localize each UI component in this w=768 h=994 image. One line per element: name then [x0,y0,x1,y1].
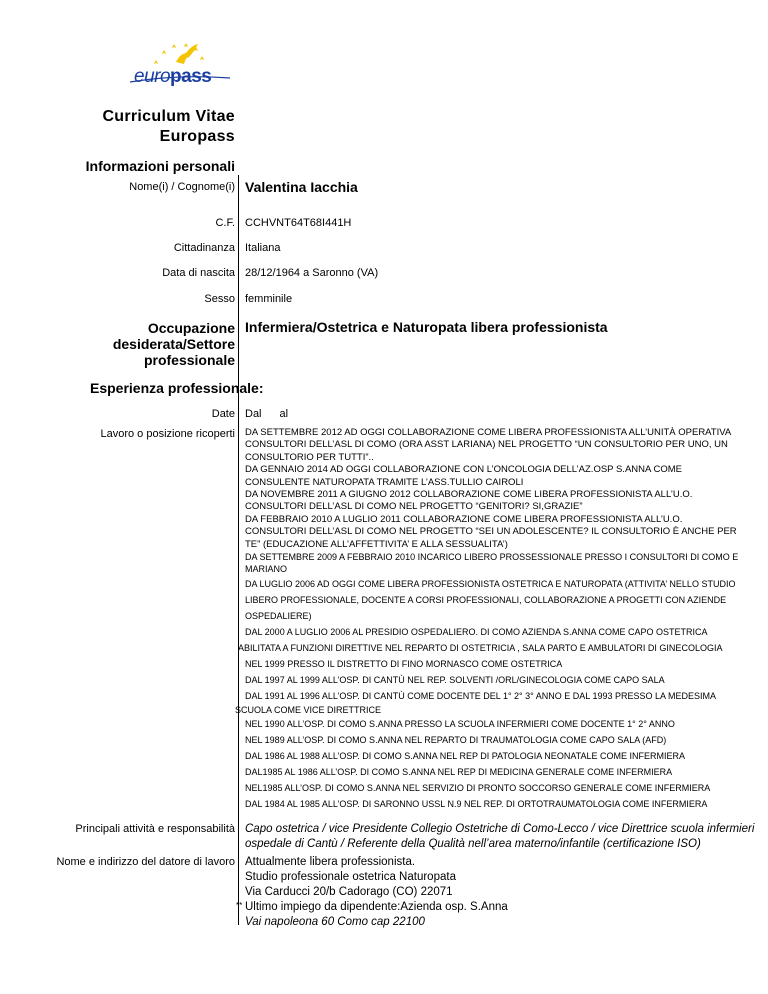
list-item: NEL1985 ALL’OSP. DI COMO S.ANNA NEL SERVIZIO DI PRONTO SOCCORSO GENERALE COME INFERMIERA [245,782,711,793]
column-divider [238,175,239,925]
list-item: DAL 1984 AL 1985 ALL’OSP. DI SARONNO USSL N.9 NEL REP. DI ORTOTRAUMATOLOGIA COME INFERMIERA [245,798,708,809]
list-item: DAL1985 AL 1986 ALL’OSP. DI COMO S.ANNA NEL REP DI MEDICINA GENERALE COME INFERMIERA [245,766,673,777]
job-label: Lavoro o posizione ricoperti [100,428,235,440]
cf-value: CCHVNT64T68I441H [245,217,352,229]
experience-list [235,427,745,812]
list-item: DAL 1986 AL 1988 ALL’OSP. DI COMO S.ANNA NEL REP DI PATOLOGIA NEONATALE COME INFERMIERA [245,750,685,761]
responsibilities-label: Principali attività e responsabilità [75,823,235,835]
list-item: SCUOLA COME VICE DIRETTRICE [235,704,382,715]
responsibilities-value: Capo ostetrica / vice Presidente Collegio Ostetriche di Como-Lecco / vice Direttrice scuola infermieri ospedale di Cantù / Referente della Qualità nell’area materno/infantile (certificazione ISO) [245,823,755,850]
list-item: DA FEBBRAIO 2010 A LUGLIO 2011 COLLABORAZIONE COME LIBERA PROFESSIONISTA ALL’U.O. CONSULTORI DELL’ASL DI COMO NEL PROGETTO “SEI UN ADOLESCENTE? IL CONSULTORIO È ANCHE PER TE” (EDUCAZIONE ALL’AFFETTIVITA’ E ALLA SESSUALITA’) [245,513,737,550]
sex-label: Sesso [204,293,235,305]
cittadinanza-value: Italiana [245,242,281,254]
list-item: DAL 1991 AL 1996 ALL’OSP. DI CANTÙ COME DOCENTE DEL 1° 2° 3° ANNO E DAL 1993 PRESSO LA MEDESIMA [245,690,716,701]
cv-title-line2: Europass [159,128,235,145]
name-label: Nome(i) / Cognome(i) [129,181,235,193]
birth-date-label: Data di nascita [162,267,235,279]
occupation-label: Occupazione desiderata/Settore professionale [112,320,235,368]
personal-info-heading: Informazioni personali [85,158,235,174]
list-item: DAL 2000 A LUGLIO 2006 AL PRESIDIO OSPEDALIERO. DI COMO AZIENDA S.ANNA COME CAPO OSTETRICA [245,626,708,637]
date-value: Dal al [245,408,289,420]
sex-value: femminile [245,293,293,305]
europass-logo [118,42,246,102]
experience-heading: Esperienza professionale: [90,380,264,396]
list-item: DAL 1997 AL 1999 ALL’OSP. DI CANTÙ NEL REP. SOLVENTI /ORL/GINECOLOGIA COME CAPO SALA [245,674,665,685]
name-value: Valentina Iacchia [245,179,358,195]
birth-date-value: 28/12/1964 a Saronno (VA) [245,267,379,279]
cittadinanza-label: Cittadinanza [173,242,235,254]
list-item: DA SETTEMBRE 2009 A FEBBRAIO 2010 INCARICO LIBERO PROSSESSIONALE PRESSO I CONSULTORI DI COMO E MARIANO [245,552,739,575]
list-item: ABILITATA A FUNZIONI DIRETTIVE NEL REPARTO DI OSTETRICIA , SALA PARTO E AMBULATORI DI GINECOLOGIA [238,642,723,653]
employer-value: Attualmente libera professionista. Studio professionale ostetrica Naturopata Via Carducci 20/b Cadorago (CO) 22071 ** Ultimo impiego da dipendente:Azienda osp. S.Anna Vai napoleona 60 Como cap 22100 [236,856,508,928]
list-item: NEL 1999 PRESSO IL DISTRETTO DI FINO MORNASCO COME OSTETRICA [245,658,563,669]
list-item: DA GENNAIO 2014 AD OGGI COLLABORAZIONE CON L’ONCOLOGIA DELL’AZ.OSP S.ANNA COME CONSULENTE NATUROPATA TRAMITE L’ASS.TULLIO CAIROLI [245,464,682,488]
occupation-value: Infermiera/Ostetrica e Naturopata libera professionista [245,319,608,335]
cv-title [102,107,235,147]
date-label: Date [211,408,235,420]
list-item: NEL 1989 ALL’OSP. DI COMO S.ANNA NEL REPARTO DI TRAUMATOLOGIA COME CAPO SALA (AFD) [245,734,667,745]
cv-title-line1: Curriculum Vitae [102,108,235,125]
employer-label: Nome e indirizzo del datore di lavoro [56,856,235,868]
europass-wordmark: europass [134,66,212,87]
list-item: DA NOVEMBRE 2011 A GIUGNO 2012 COLLABORAZIONE COME LIBERA PROFESSIONISTA ALL’U.O. CONSULTORI DELL’ASL DI COMO NEL PROGETTO “GENITORI? SI,GRAZIE” [245,489,693,513]
list-item: DA LUGLIO 2006 AD OGGI COME LIBERA PROFESSIONISTA OSTETRICA E NATUROPATA (ATTIVITA’ NELLO STUDIO LIBERO PROFESSIONALE, DOCENTE A CORSI PROFESSIONALI, COLLABORAZIONE A PROGETTI CON AZIENDE OSPEDALIERE) [245,578,736,621]
list-item: DA SETTEMBRE 2012 AD OGGI COLLABORAZIONE COME LIBERA PROFESSIONISTA ALL’UNITÀ OPERATIVA CONSULTORI DELL’ASL DI COMO (ORA ASST LARIANA) NEL PROGETTO “UN CONSULTORIO PER UNO, UN CONSULTORIO PER TUTTI”.. [245,427,731,463]
cf-label: C.F. [215,217,235,229]
list-item: NEL 1990 ALL’OSP. DI COMO S.ANNA PRESSO LA SCUOLA INFERMIERI COME DOCENTE 1° 2° ANNO [245,718,675,729]
